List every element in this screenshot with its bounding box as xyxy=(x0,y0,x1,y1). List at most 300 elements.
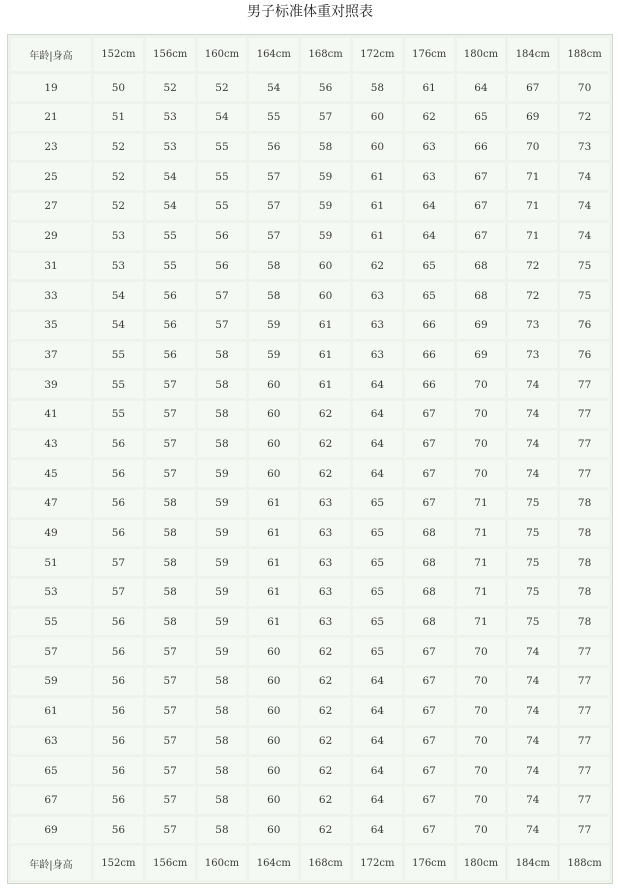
header-cell-height: 180cm xyxy=(457,38,506,71)
weight-cell: 76 xyxy=(560,342,609,369)
age-cell: 29 xyxy=(11,223,91,250)
weight-cell: 68 xyxy=(457,253,506,280)
header-cell-height: 188cm xyxy=(560,846,609,880)
weight-cell: 72 xyxy=(560,104,609,131)
weight-cell: 55 xyxy=(146,253,195,280)
weight-cell: 58 xyxy=(353,74,402,101)
weight-cell: 56 xyxy=(94,757,143,784)
table-row xyxy=(11,134,609,161)
weight-cell: 62 xyxy=(301,460,350,487)
weight-cell: 67 xyxy=(457,223,506,250)
age-cell: 69 xyxy=(11,817,91,844)
age-cell: 51 xyxy=(11,549,91,576)
weight-cell: 61 xyxy=(249,549,298,576)
weight-cell: 74 xyxy=(508,460,557,487)
weight-cell: 75 xyxy=(560,282,609,309)
age-cell: 43 xyxy=(11,431,91,458)
table-row xyxy=(11,757,609,784)
weight-cell: 59 xyxy=(198,549,247,576)
weight-cell: 67 xyxy=(405,638,454,665)
weight-cell: 54 xyxy=(94,312,143,339)
weight-cell: 57 xyxy=(146,817,195,844)
weight-cell: 74 xyxy=(508,668,557,695)
weight-cell: 60 xyxy=(249,698,298,725)
weight-cell: 57 xyxy=(146,371,195,398)
weight-cell: 58 xyxy=(146,520,195,547)
table-row xyxy=(11,371,609,398)
table-row xyxy=(11,668,609,695)
weight-cell: 60 xyxy=(249,817,298,844)
weight-cell: 57 xyxy=(146,698,195,725)
weight-cell: 59 xyxy=(249,312,298,339)
header-cell-age-height: 年龄|身高 xyxy=(11,38,91,71)
table-row xyxy=(11,223,609,250)
header-cell-height: 184cm xyxy=(508,38,557,71)
header-cell-height: 164cm xyxy=(249,38,298,71)
weight-cell: 63 xyxy=(301,579,350,606)
weight-cell: 74 xyxy=(508,371,557,398)
weight-cell: 61 xyxy=(249,520,298,547)
table-row xyxy=(11,74,609,101)
weight-cell: 60 xyxy=(301,253,350,280)
weight-cell: 56 xyxy=(146,342,195,369)
weight-cell: 54 xyxy=(198,104,247,131)
weight-cell: 74 xyxy=(508,698,557,725)
weight-cell: 55 xyxy=(249,104,298,131)
weight-cell: 52 xyxy=(94,163,143,190)
weight-cell: 61 xyxy=(301,342,350,369)
weight-cell: 57 xyxy=(249,163,298,190)
table-footer-row xyxy=(11,846,609,880)
weight-cell: 52 xyxy=(146,74,195,101)
weight-cell: 62 xyxy=(301,638,350,665)
weight-cell: 64 xyxy=(353,460,402,487)
weight-cell: 71 xyxy=(457,609,506,636)
weight-cell: 58 xyxy=(198,698,247,725)
weight-cell: 75 xyxy=(508,520,557,547)
weight-cell: 61 xyxy=(249,490,298,517)
weight-cell: 63 xyxy=(405,134,454,161)
weight-cell: 55 xyxy=(94,342,143,369)
weight-cell: 74 xyxy=(508,431,557,458)
weight-cell: 67 xyxy=(405,728,454,755)
weight-cell: 59 xyxy=(198,579,247,606)
weight-cell: 54 xyxy=(94,282,143,309)
weight-cell: 67 xyxy=(405,460,454,487)
weight-cell: 68 xyxy=(405,609,454,636)
weight-cell: 57 xyxy=(146,757,195,784)
weight-cell: 69 xyxy=(457,342,506,369)
weight-cell: 60 xyxy=(249,460,298,487)
weight-cell: 66 xyxy=(405,371,454,398)
weight-cell: 59 xyxy=(301,193,350,220)
weight-cell: 71 xyxy=(508,163,557,190)
page-title: 男子标准体重对照表 xyxy=(247,4,373,20)
weight-cell: 70 xyxy=(457,757,506,784)
weight-cell: 67 xyxy=(457,193,506,220)
weight-cell: 62 xyxy=(301,757,350,784)
weight-cell: 59 xyxy=(198,460,247,487)
weight-cell: 75 xyxy=(508,549,557,576)
weight-cell: 61 xyxy=(353,193,402,220)
weight-cell: 64 xyxy=(353,757,402,784)
weight-cell: 60 xyxy=(353,134,402,161)
weight-cell: 75 xyxy=(508,490,557,517)
weight-cell: 55 xyxy=(198,163,247,190)
weight-cell: 56 xyxy=(94,460,143,487)
weight-cell: 77 xyxy=(560,460,609,487)
table-row xyxy=(11,817,609,844)
table-row xyxy=(11,609,609,636)
header-cell-height: 176cm xyxy=(405,38,454,71)
weight-cell: 74 xyxy=(508,401,557,428)
table-row xyxy=(11,431,609,458)
weight-cell: 58 xyxy=(198,757,247,784)
weight-cell: 75 xyxy=(508,579,557,606)
weight-cell: 62 xyxy=(301,401,350,428)
table-row xyxy=(11,193,609,220)
weight-cell: 64 xyxy=(405,223,454,250)
table-header-row xyxy=(11,38,609,71)
weight-cell: 58 xyxy=(249,253,298,280)
header-cell-height: 168cm xyxy=(301,846,350,880)
age-cell: 37 xyxy=(11,342,91,369)
weight-cell: 77 xyxy=(560,757,609,784)
weight-cell: 57 xyxy=(146,431,195,458)
weight-cell: 63 xyxy=(353,312,402,339)
weight-cell: 58 xyxy=(198,401,247,428)
weight-cell: 57 xyxy=(146,638,195,665)
age-cell: 25 xyxy=(11,163,91,190)
weight-cell: 77 xyxy=(560,817,609,844)
table-row xyxy=(11,253,609,280)
weight-cell: 58 xyxy=(198,431,247,458)
weight-cell: 58 xyxy=(198,787,247,814)
weight-cell: 62 xyxy=(301,698,350,725)
weight-cell: 63 xyxy=(301,609,350,636)
weight-cell: 74 xyxy=(508,817,557,844)
weight-cell: 76 xyxy=(560,312,609,339)
weight-cell: 55 xyxy=(198,193,247,220)
header-cell-age-height: 年龄|身高 xyxy=(11,846,91,880)
weight-cell: 69 xyxy=(508,104,557,131)
weight-cell: 77 xyxy=(560,698,609,725)
weight-cell: 70 xyxy=(457,698,506,725)
header-cell-height: 188cm xyxy=(560,38,609,71)
weight-cell: 57 xyxy=(301,104,350,131)
weight-cell: 60 xyxy=(249,787,298,814)
weight-cell: 73 xyxy=(508,342,557,369)
weight-cell: 74 xyxy=(560,163,609,190)
weight-cell: 67 xyxy=(405,698,454,725)
weight-table xyxy=(8,35,612,883)
weight-cell: 57 xyxy=(146,460,195,487)
weight-cell: 67 xyxy=(405,668,454,695)
weight-cell: 56 xyxy=(301,74,350,101)
weight-cell: 70 xyxy=(457,431,506,458)
weight-cell: 67 xyxy=(405,431,454,458)
age-cell: 61 xyxy=(11,698,91,725)
weight-cell: 55 xyxy=(94,401,143,428)
weight-cell: 77 xyxy=(560,728,609,755)
age-cell: 39 xyxy=(11,371,91,398)
weight-cell: 72 xyxy=(508,253,557,280)
weight-cell: 77 xyxy=(560,638,609,665)
weight-cell: 64 xyxy=(353,431,402,458)
weight-cell: 56 xyxy=(94,609,143,636)
age-cell: 49 xyxy=(11,520,91,547)
weight-cell: 77 xyxy=(560,371,609,398)
weight-cell: 58 xyxy=(146,490,195,517)
weight-cell: 77 xyxy=(560,401,609,428)
weight-cell: 55 xyxy=(198,134,247,161)
table-row xyxy=(11,163,609,190)
weight-cell: 63 xyxy=(301,520,350,547)
weight-cell: 61 xyxy=(405,74,454,101)
weight-cell: 63 xyxy=(353,342,402,369)
weight-cell: 68 xyxy=(405,520,454,547)
weight-cell: 65 xyxy=(353,520,402,547)
weight-cell: 58 xyxy=(146,579,195,606)
age-cell: 23 xyxy=(11,134,91,161)
weight-cell: 60 xyxy=(249,371,298,398)
weight-cell: 70 xyxy=(457,787,506,814)
age-cell: 41 xyxy=(11,401,91,428)
weight-cell: 64 xyxy=(353,401,402,428)
weight-cell: 59 xyxy=(198,638,247,665)
table-row xyxy=(11,460,609,487)
table-row xyxy=(11,728,609,755)
weight-cell: 60 xyxy=(249,757,298,784)
table-row xyxy=(11,549,609,576)
weight-cell: 57 xyxy=(94,549,143,576)
weight-cell: 65 xyxy=(353,549,402,576)
weight-cell: 57 xyxy=(146,401,195,428)
weight-cell: 56 xyxy=(94,787,143,814)
weight-cell: 74 xyxy=(508,787,557,814)
weight-cell: 78 xyxy=(560,609,609,636)
table-row xyxy=(11,520,609,547)
weight-cell: 64 xyxy=(353,698,402,725)
age-cell: 67 xyxy=(11,787,91,814)
header-cell-height: 156cm xyxy=(146,846,195,880)
age-cell: 47 xyxy=(11,490,91,517)
weight-cell: 71 xyxy=(457,549,506,576)
table-row xyxy=(11,104,609,131)
weight-cell: 67 xyxy=(405,401,454,428)
table-row xyxy=(11,787,609,814)
weight-cell: 62 xyxy=(301,431,350,458)
table-row xyxy=(11,638,609,665)
weight-cell: 77 xyxy=(560,787,609,814)
weight-cell: 77 xyxy=(560,668,609,695)
header-cell-height: 168cm xyxy=(301,38,350,71)
weight-cell: 74 xyxy=(560,193,609,220)
weight-cell: 54 xyxy=(146,163,195,190)
weight-cell: 60 xyxy=(249,668,298,695)
weight-cell: 64 xyxy=(353,787,402,814)
weight-cell: 56 xyxy=(94,728,143,755)
header-cell-height: 160cm xyxy=(198,846,247,880)
weight-cell: 56 xyxy=(249,134,298,161)
table-row xyxy=(11,401,609,428)
weight-cell: 68 xyxy=(405,549,454,576)
weight-cell: 60 xyxy=(353,104,402,131)
weight-cell: 55 xyxy=(146,223,195,250)
weight-cell: 70 xyxy=(457,371,506,398)
weight-cell: 62 xyxy=(301,668,350,695)
weight-cell: 56 xyxy=(198,223,247,250)
weight-table-frame xyxy=(7,34,613,884)
weight-cell: 71 xyxy=(508,193,557,220)
weight-cell: 64 xyxy=(353,817,402,844)
weight-cell: 56 xyxy=(94,817,143,844)
weight-cell: 73 xyxy=(508,312,557,339)
weight-cell: 56 xyxy=(198,253,247,280)
weight-cell: 50 xyxy=(94,74,143,101)
weight-cell: 60 xyxy=(249,401,298,428)
weight-cell: 66 xyxy=(405,312,454,339)
weight-cell: 69 xyxy=(457,312,506,339)
weight-cell: 78 xyxy=(560,549,609,576)
weight-cell: 74 xyxy=(508,757,557,784)
weight-cell: 75 xyxy=(560,253,609,280)
weight-cell: 56 xyxy=(94,638,143,665)
weight-cell: 67 xyxy=(405,787,454,814)
weight-cell: 66 xyxy=(457,134,506,161)
header-cell-height: 164cm xyxy=(249,846,298,880)
weight-cell: 53 xyxy=(94,223,143,250)
header-cell-height: 176cm xyxy=(405,846,454,880)
weight-cell: 78 xyxy=(560,579,609,606)
weight-cell: 71 xyxy=(457,520,506,547)
weight-cell: 58 xyxy=(198,342,247,369)
weight-cell: 52 xyxy=(198,74,247,101)
weight-cell: 64 xyxy=(353,371,402,398)
weight-cell: 56 xyxy=(146,312,195,339)
header-cell-height: 172cm xyxy=(353,846,402,880)
weight-cell: 58 xyxy=(146,609,195,636)
weight-cell: 61 xyxy=(249,579,298,606)
weight-cell: 56 xyxy=(146,282,195,309)
weight-cell: 64 xyxy=(457,74,506,101)
header-cell-height: 180cm xyxy=(457,846,506,880)
weight-cell: 56 xyxy=(94,520,143,547)
weight-cell: 59 xyxy=(198,520,247,547)
weight-cell: 60 xyxy=(249,638,298,665)
weight-cell: 70 xyxy=(457,728,506,755)
weight-cell: 59 xyxy=(301,223,350,250)
weight-cell: 53 xyxy=(146,134,195,161)
table-row xyxy=(11,698,609,725)
weight-cell: 65 xyxy=(353,609,402,636)
weight-cell: 52 xyxy=(94,193,143,220)
weight-cell: 67 xyxy=(405,757,454,784)
weight-cell: 61 xyxy=(301,312,350,339)
weight-cell: 64 xyxy=(405,193,454,220)
weight-cell: 56 xyxy=(94,490,143,517)
weight-cell: 78 xyxy=(560,520,609,547)
age-cell: 55 xyxy=(11,609,91,636)
weight-cell: 70 xyxy=(457,817,506,844)
header-cell-height: 160cm xyxy=(198,38,247,71)
weight-cell: 63 xyxy=(301,549,350,576)
header-cell-height: 152cm xyxy=(94,846,143,880)
weight-cell: 60 xyxy=(249,431,298,458)
weight-cell: 63 xyxy=(405,163,454,190)
weight-cell: 61 xyxy=(301,371,350,398)
weight-cell: 53 xyxy=(94,253,143,280)
age-cell: 65 xyxy=(11,757,91,784)
weight-cell: 74 xyxy=(560,223,609,250)
age-cell: 31 xyxy=(11,253,91,280)
weight-cell: 58 xyxy=(198,728,247,755)
weight-cell: 55 xyxy=(94,371,143,398)
weight-cell: 59 xyxy=(249,342,298,369)
weight-cell: 67 xyxy=(405,817,454,844)
weight-cell: 67 xyxy=(508,74,557,101)
age-cell: 35 xyxy=(11,312,91,339)
weight-cell: 57 xyxy=(146,668,195,695)
age-cell: 53 xyxy=(11,579,91,606)
weight-cell: 57 xyxy=(249,193,298,220)
weight-cell: 57 xyxy=(94,579,143,606)
weight-cell: 57 xyxy=(198,312,247,339)
weight-cell: 71 xyxy=(457,490,506,517)
table-row xyxy=(11,282,609,309)
weight-cell: 58 xyxy=(301,134,350,161)
weight-cell: 65 xyxy=(353,490,402,517)
weight-cell: 54 xyxy=(249,74,298,101)
weight-cell: 62 xyxy=(301,787,350,814)
weight-cell: 65 xyxy=(457,104,506,131)
weight-cell: 78 xyxy=(560,490,609,517)
weight-cell: 60 xyxy=(301,282,350,309)
weight-cell: 65 xyxy=(405,253,454,280)
weight-cell: 58 xyxy=(198,817,247,844)
weight-cell: 60 xyxy=(249,728,298,755)
weight-cell: 58 xyxy=(198,371,247,398)
weight-cell: 71 xyxy=(457,579,506,606)
weight-cell: 59 xyxy=(198,490,247,517)
weight-cell: 62 xyxy=(353,253,402,280)
weight-cell: 61 xyxy=(353,163,402,190)
weight-cell: 72 xyxy=(508,282,557,309)
weight-cell: 56 xyxy=(94,431,143,458)
header-cell-height: 152cm xyxy=(94,38,143,71)
header-cell-height: 172cm xyxy=(353,38,402,71)
age-cell: 27 xyxy=(11,193,91,220)
weight-cell: 59 xyxy=(301,163,350,190)
weight-cell: 64 xyxy=(353,668,402,695)
weight-cell: 58 xyxy=(249,282,298,309)
weight-cell: 70 xyxy=(560,74,609,101)
weight-cell: 62 xyxy=(301,817,350,844)
weight-cell: 65 xyxy=(353,579,402,606)
weight-cell: 63 xyxy=(353,282,402,309)
weight-cell: 61 xyxy=(353,223,402,250)
age-cell: 21 xyxy=(11,104,91,131)
weight-cell: 65 xyxy=(405,282,454,309)
header-cell-height: 184cm xyxy=(508,846,557,880)
weight-cell: 73 xyxy=(560,134,609,161)
weight-cell: 74 xyxy=(508,638,557,665)
weight-cell: 58 xyxy=(198,668,247,695)
weight-cell: 77 xyxy=(560,431,609,458)
weight-cell: 75 xyxy=(508,609,557,636)
age-cell: 63 xyxy=(11,728,91,755)
weight-cell: 57 xyxy=(249,223,298,250)
